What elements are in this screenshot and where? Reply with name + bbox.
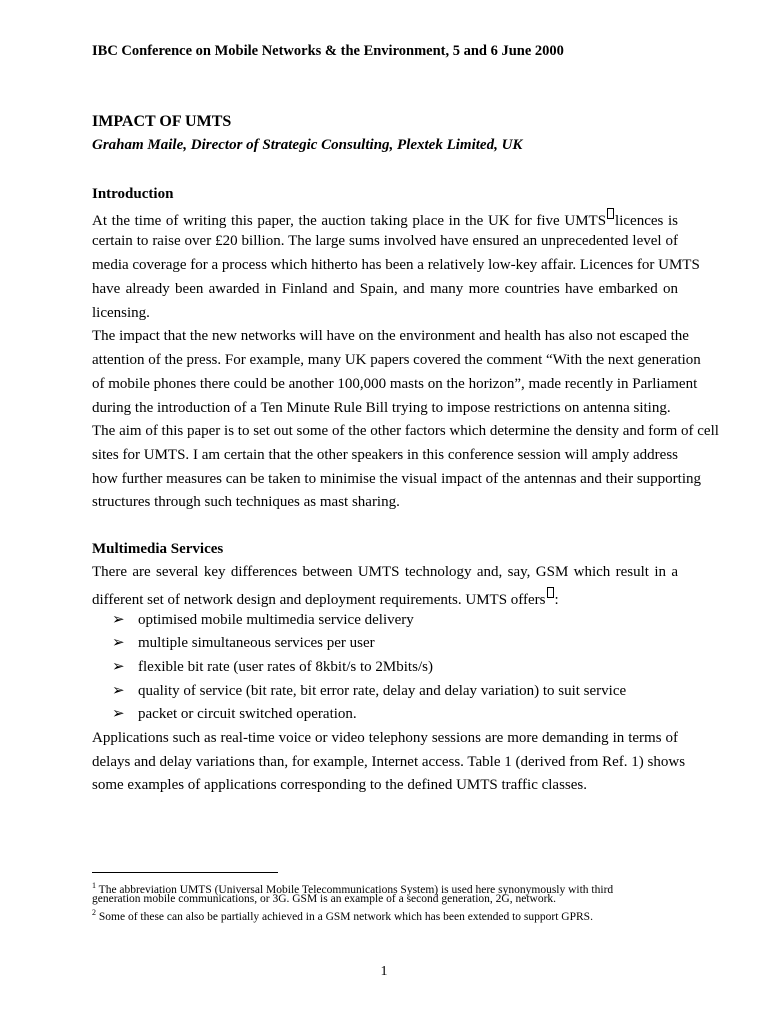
footnote-1-cont: generation mobile communications, or 3G. GSM is an example of a second generation, 2G, network. — [92, 893, 557, 905]
paragraph-line: media coverage for a process which hitherto has been a relatively low-key affair. Licences for UMTS — [92, 257, 700, 273]
bullet-text: multiple simultaneous services per user — [138, 635, 375, 651]
paragraph-line: The aim of this paper is to set out some of the other factors which determine the density and form of cell — [92, 423, 719, 439]
text: : — [554, 592, 559, 608]
bullet-item — [112, 682, 672, 700]
bullet-text: quality of service (bit rate, bit error rate, delay and delay variation) to suit service — [138, 683, 627, 699]
paragraph-line: Applications such as real-time voice or video telephony sessions are more demanding in terms of — [92, 730, 678, 746]
footnote-number: 2 — [92, 908, 96, 917]
paragraph-line: delays and delay variations than, for example, Internet access. Table 1 (derived from Ref. 1) shows — [92, 754, 686, 770]
author-line: Graham Maile, Director of Strategic Consulting, Plextek Limited, UK — [92, 137, 523, 153]
footnote-separator — [92, 872, 278, 873]
paragraph-line: how further measures can be taken to minimise the visual impact of the antennas and their supporting — [92, 471, 701, 487]
paragraph-line: attention of the press. For example, many UK papers covered the comment “With the next generation — [92, 352, 701, 368]
bullet-text: flexible bit rate (user rates of 8kbit/s to 2Mbits/s) — [138, 659, 433, 675]
footnote-text: Some of these can also be partially achieved in a GSM network which has been extended to support GPRS. — [98, 910, 593, 923]
bullet-text: packet or circuit switched operation. — [138, 706, 357, 722]
section-heading-multimedia: Multimedia Services — [92, 541, 224, 557]
bullet-item — [112, 658, 672, 676]
arrow-bullet-icon: ➢ — [112, 683, 125, 699]
paragraph-line: certain to raise over £20 billion. The large sums involved have ensured an unprecedented level of — [92, 233, 678, 249]
paragraph-line — [92, 587, 678, 609]
section-heading-introduction: Introduction — [92, 186, 174, 202]
paragraph-line: of mobile phones there could be another 100,000 masts on the horizon”, made recently in Parliament — [92, 376, 698, 392]
paragraph-line: have already been awarded in Finland and Spain, and many more countries have embarked on — [92, 281, 678, 297]
running-header: IBC Conference on Mobile Networks & the Environment, 5 and 6 June 2000 — [92, 43, 564, 59]
bullet-item — [112, 634, 672, 652]
footnote-text: The abbreviation UMTS (Universal Mobile Telecommunications System) is used here synonymously with third — [98, 883, 614, 896]
bullet-text: optimised mobile multimedia service delivery — [138, 612, 414, 628]
footnote-ref-2 — [547, 587, 554, 598]
bullet-item — [112, 611, 672, 629]
paragraph-line: licensing. — [92, 305, 150, 321]
arrow-bullet-icon: ➢ — [112, 612, 125, 628]
page-number: 1 — [380, 964, 388, 979]
footnote-ref-1 — [607, 208, 614, 219]
paper-title: IMPACT OF UMTS — [92, 113, 232, 130]
paragraph-line: There are several key differences between UMTS technology and, say, GSM which result in a — [92, 564, 678, 580]
arrow-bullet-icon: ➢ — [112, 706, 125, 722]
text: At the time of writing this paper, the auction taking place in the UK for five UMTS — [92, 213, 607, 229]
paragraph-line — [92, 208, 678, 230]
arrow-bullet-icon: ➢ — [112, 635, 125, 651]
paragraph-line: structures through such techniques as mast sharing. — [92, 494, 400, 510]
bullet-item — [112, 705, 672, 723]
arrow-bullet-icon: ➢ — [112, 659, 125, 675]
footnote-number: 1 — [92, 881, 96, 890]
paragraph-line: sites for UMTS. I am certain that the other speakers in this conference session will amply address — [92, 447, 678, 463]
text: licences is — [615, 213, 679, 229]
paragraph-line: some examples of applications corresponding to the defined UMTS traffic classes. — [92, 777, 588, 793]
text: different set of network design and deployment requirements. UMTS offers — [92, 592, 546, 608]
footnote-2 — [92, 906, 593, 924]
paragraph-line: The impact that the new networks will have on the environment and health has also not escaped the — [92, 328, 689, 344]
paragraph-line: during the introduction of a Ten Minute Rule Bill trying to impose restrictions on antenna siting. — [92, 400, 671, 416]
